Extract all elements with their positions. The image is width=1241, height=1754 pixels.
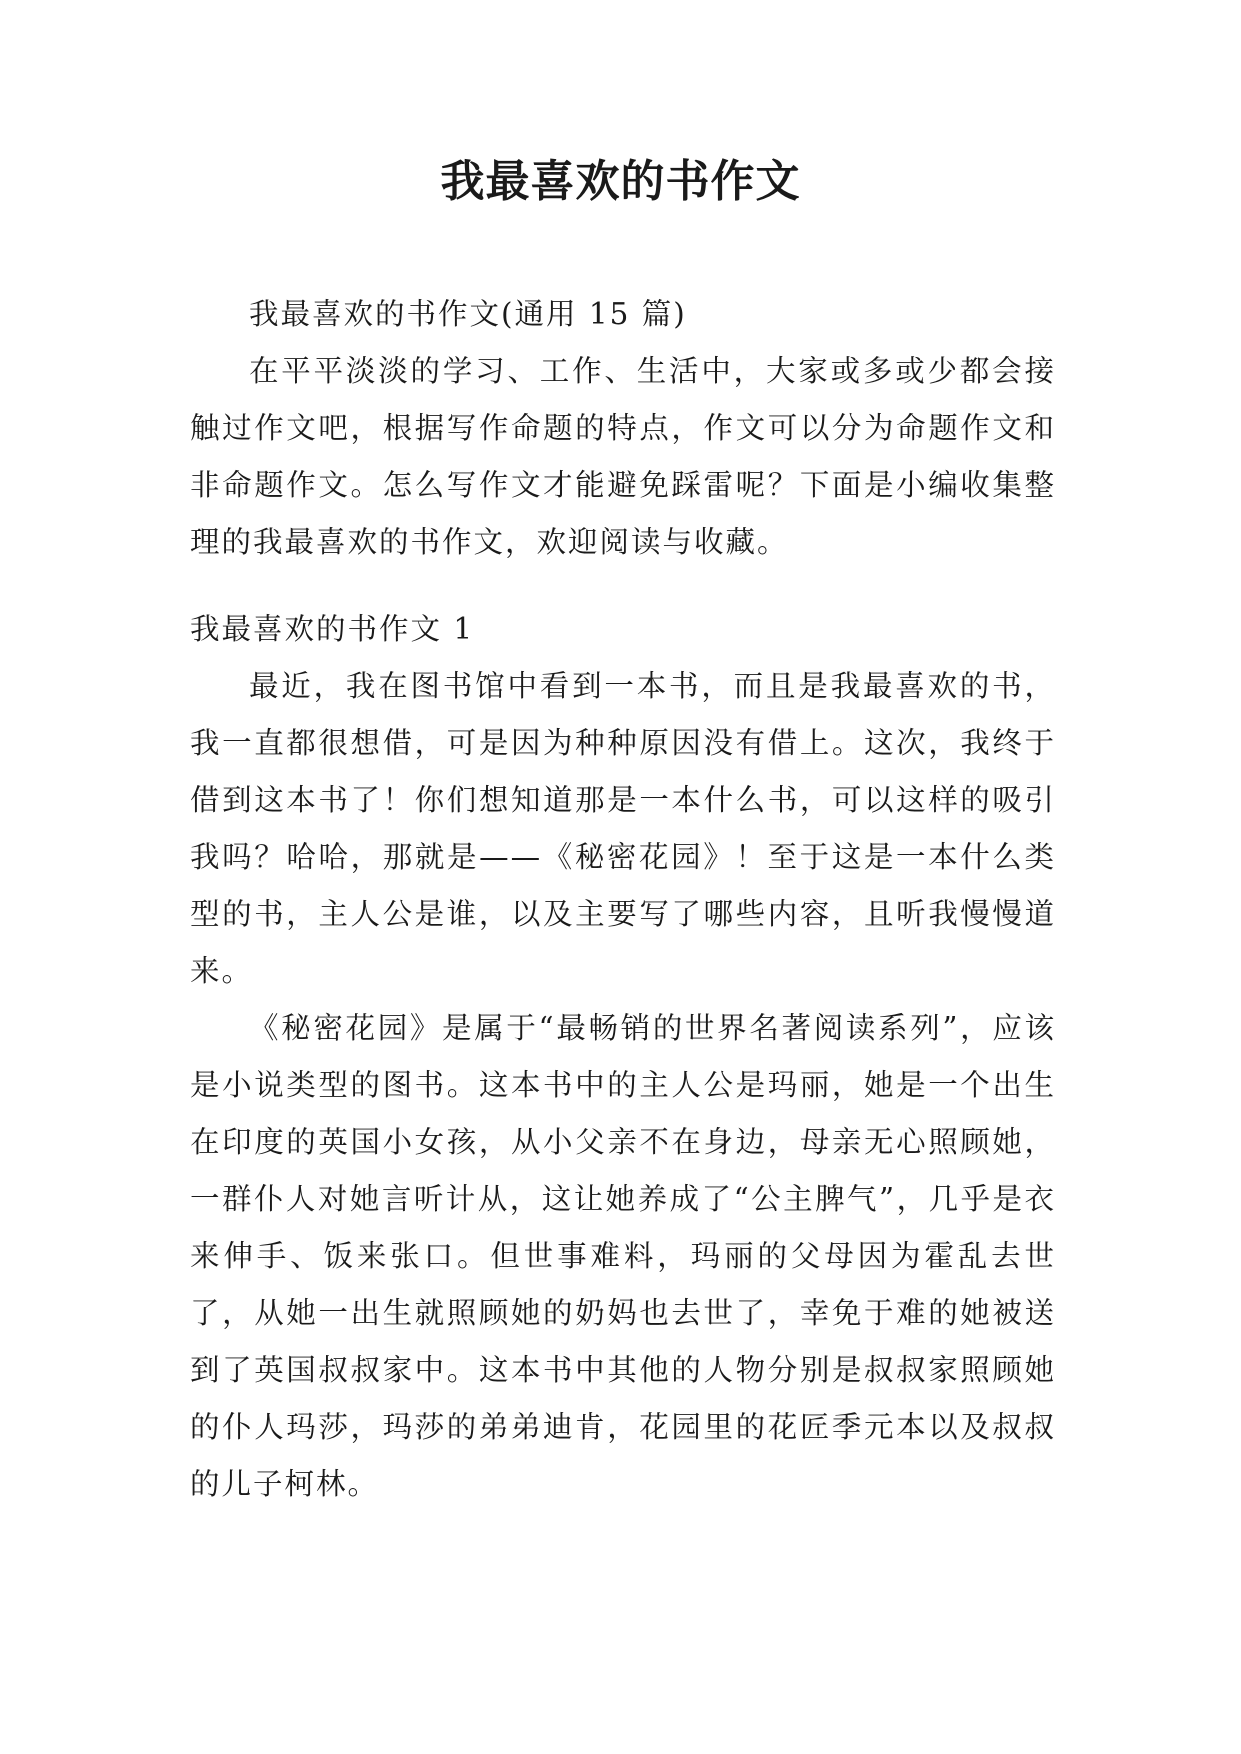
document-body [190, 286, 1056, 1513]
section-paragraph-2: 《秘密花园》是属于“最畅销的世界名著阅读系列”，应该是小说类型的图书。这本书中的主人公是玛丽，她是一个出生在印度的英国小女孩，从小父亲不在身边，母亲无心照顾她，一群仆人对她言听计从，这让她养成了“公主脾气”，几乎是衣来伸手、饭来张口。但世事难料，玛丽的父母因为霍乱去世了，从她一出生就照顾她的奶妈也去世了，幸免于难的她被送到了英国叔叔家中。这本书中其他的人物分别是叔叔家照顾她的仆人玛莎，玛莎的弟弟迪肯，花园里的花匠季元本以及叔叔的儿子柯林。 [190, 1011, 1056, 1501]
section-paragraph-1: 最近，我在图书馆中看到一本书，而且是我最喜欢的书，我一直都很想借，可是因为种种原因没有借上。这次，我终于借到这本书了！你们想知道那是一本什么书，可以这样的吸引我吗？哈哈，那就是——《秘密花园》！至于这是一本什么类型的书，主人公是谁，以及主要写了哪些内容，且听我慢慢道来。 [190, 669, 1056, 988]
intro-subtitle: 我最喜欢的书作文(通用 15 篇) [249, 297, 687, 331]
section-heading: 我最喜欢的书作文 1 [190, 612, 475, 646]
intro-paragraph: 在平平淡淡的学习、工作、生活中，大家或多或少都会接触过作文吧，根据写作命题的特点，作文可以分为命题作文和非命题作文。怎么写作文才能避免踩雷呢？下面是小编收集整理的我最喜欢的书作文，欢迎阅读与收藏。 [190, 354, 1056, 559]
document-title: 我最喜欢的书作文 [440, 156, 801, 207]
